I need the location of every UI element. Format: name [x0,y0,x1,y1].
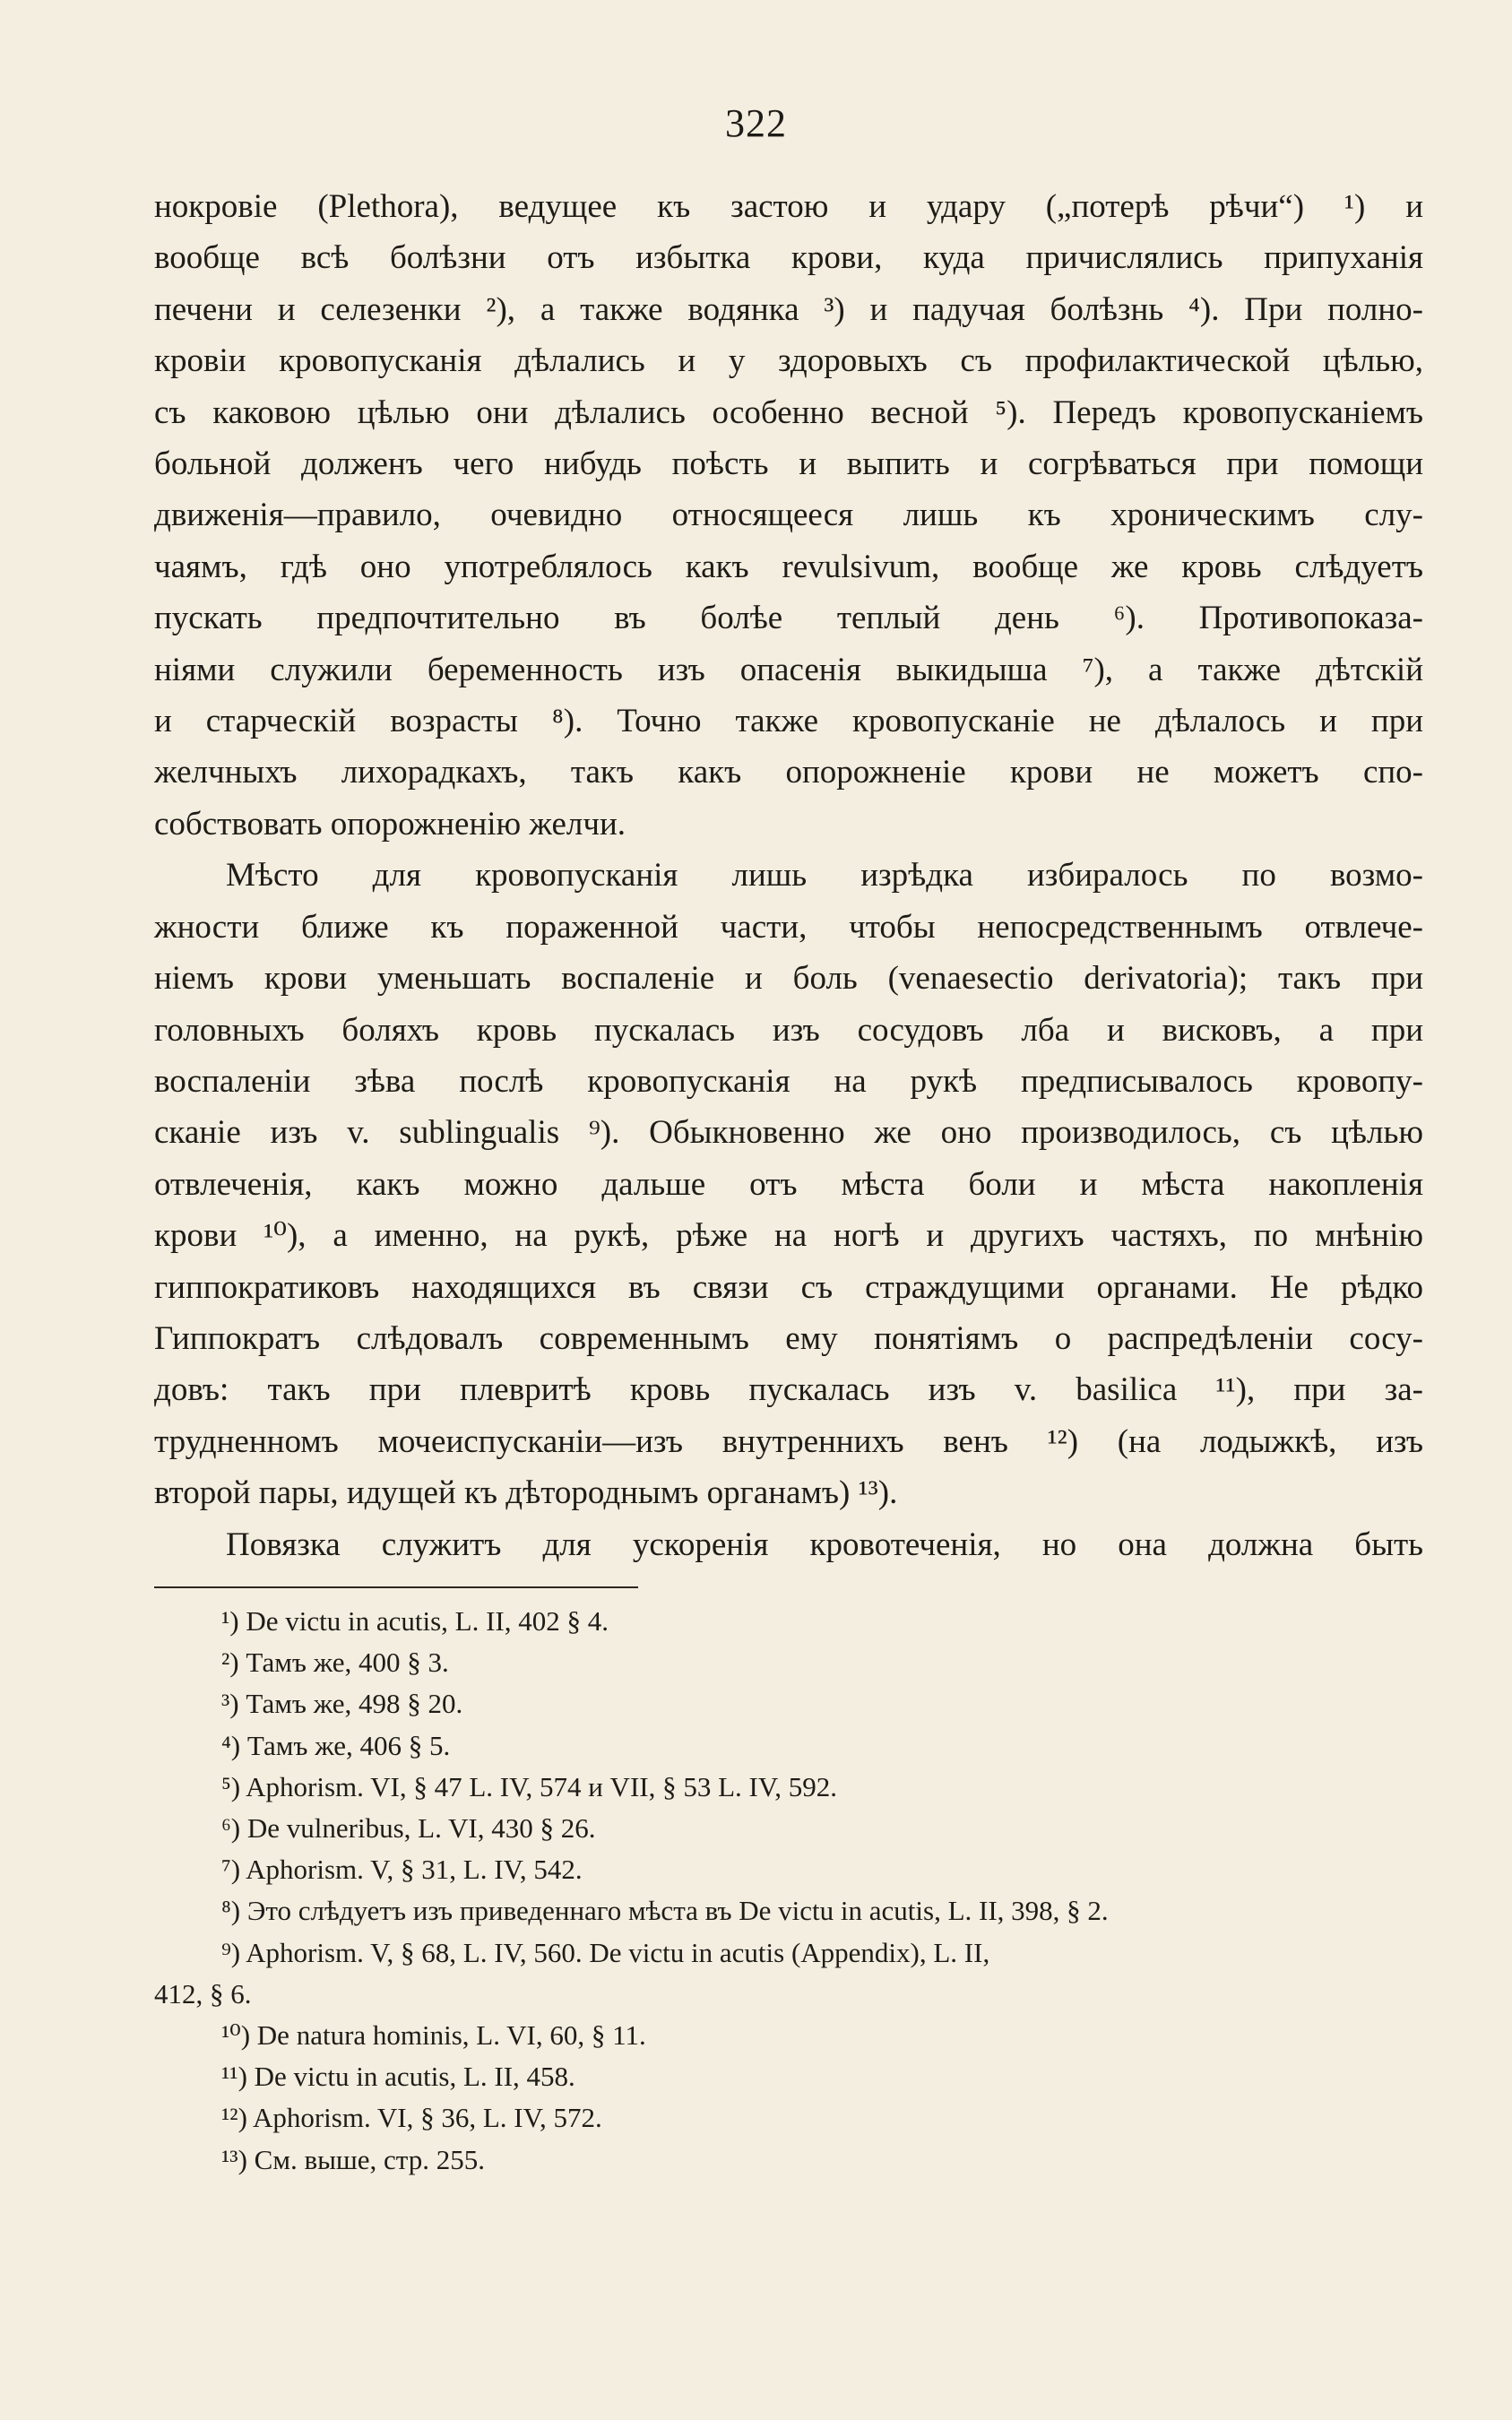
body-line: печени и селезенки ²), а также водянка ³) и падучая болѣзнь ⁴). При полно- [154,290,1423,328]
footnote: ⁶) De vulneribus, L. VI, 430 § 26. [221,1812,596,1845]
body-line: нокровіе (Plethora), ведущее къ застою и удару („потерѣ рѣчи“) ¹) и [154,188,1423,225]
body-line: съ каковою цѣлью они дѣлались особенно весной ⁵). Передъ кровопусканіемъ [154,393,1423,431]
body-line: чаямъ, гдѣ оно употреблялось какъ revulsivum, вообще же кровь слѣдуетъ [154,548,1423,585]
body-line: крови ¹⁰), а именно, на рукѣ, рѣже на ногѣ и другихъ частяхъ, по мнѣнію [154,1217,1423,1255]
body-line: кровіи кровопусканія дѣлались и у здоровыхъ съ профилактической цѣлью, [154,342,1423,380]
body-line: вообще всѣ болѣзни отъ избытка крови, куда причислялись припуханія [154,239,1423,277]
body-line: движенія—правило, очевидно относящееся лишь къ хроническимъ слу- [154,497,1423,534]
footnote: ¹²) Aphorism. VI, § 36, L. IV, 572. [221,2102,602,2134]
body-line: жности ближе къ пораженной части, чтобы непосредственнымъ отвлече- [154,908,1423,946]
body-line: сканіе изъ v. sublingualis ⁹). Обыкновенно же оно производилось, съ цѣлью [154,1114,1423,1152]
footnote: ¹⁰) De natura hominis, L. VI, 60, § 11. [221,2019,646,2052]
footnote-continuation: 412, § 6. [154,1977,252,2009]
footnote: ⁸) Это слѣдуетъ изъ приведеннаго мѣста въ De victu in acutis, L. II, 398, § 2. [221,1895,1109,1927]
page-number: 322 [725,101,787,145]
footnotes [154,1601,1423,2181]
body-line: собствовать опорожненію желчи. [154,805,626,843]
body-line: пускать предпочтительно въ болѣе теплый день ⁶). Противопоказа- [154,600,1423,637]
body-line: довъ: такъ при плевритѣ кровь пускалась изъ v. basilica ¹¹), при за- [154,1371,1423,1409]
footnote: ³) Тамъ же, 498 § 20. [221,1688,463,1720]
footnote: ⁹) Aphorism. V, § 68, L. IV, 560. De victu in acutis (Appendix), L. II, [221,1936,990,1968]
body-line: желчныхъ лихорадкахъ, такъ какъ опорожненіе крови не можетъ спо- [154,754,1423,791]
body-text [154,181,1423,1570]
body-line: воспаленіи зѣва послѣ кровопусканія на рукѣ предписывалось кровопу- [154,1062,1423,1100]
footnote: ¹) De victu in acutis, L. II, 402 § 4. [221,1605,609,1637]
body-line: больной долженъ чего нибудь поѣсть и выпить и согрѣваться при помощи [154,445,1423,483]
body-line: головныхъ боляхъ кровь пускалась изъ сосудовъ лба и висковъ, а при [154,1011,1423,1049]
body-line: Мѣсто для кровопусканія лишь изрѣдка избиралось по возмо- [226,857,1423,895]
footnote-divider [154,1586,638,1588]
footnote: ¹³) См. выше, стр. 255. [221,2143,485,2175]
footnote: ¹¹) De victu in acutis, L. II, 458. [221,2061,575,2093]
footnote: ⁴) Тамъ же, 406 § 5. [221,1729,451,1761]
body-line: второй пары, идущей къ дѣтороднымъ органамъ) ¹³). [154,1474,898,1512]
body-line: гиппократиковъ находящихся въ связи съ страждущими органами. Не рѣдко [154,1268,1423,1306]
body-line: ніями служили беременность изъ опасенія выкидыша ⁷), а также дѣтскій [154,651,1423,688]
body-line: отвлеченія, какъ можно дальше отъ мѣста боли и мѣста накопленія [154,1165,1423,1203]
footnote: ⁵) Aphorism. VI, § 47 L. IV, 574 и VII, § 53 L. IV, 592. [221,1770,837,1802]
body-line: трудненномъ мочеиспусканіи—изъ внутреннихъ венъ ¹²) (на лодыжкѣ, изъ [154,1422,1423,1460]
footnote: ²) Тамъ же, 400 § 3. [221,1646,449,1679]
footnote: ⁷) Aphorism. V, § 31, L. IV, 542. [221,1854,583,1886]
body-line: и старческій возрасты ⁸). Точно также кровопусканіе не дѣлалось и при [154,703,1423,740]
body-line: Повязка служитъ для ускоренія кровотеченія, но она должна быть [226,1525,1423,1563]
body-line: Гиппократъ слѣдовалъ современнымъ ему понятіямъ о распредѣленіи сосу- [154,1319,1423,1357]
body-line: ніемъ крови уменьшать воспаленіе и боль (venaesectio derivatoria); такъ при [154,960,1423,998]
